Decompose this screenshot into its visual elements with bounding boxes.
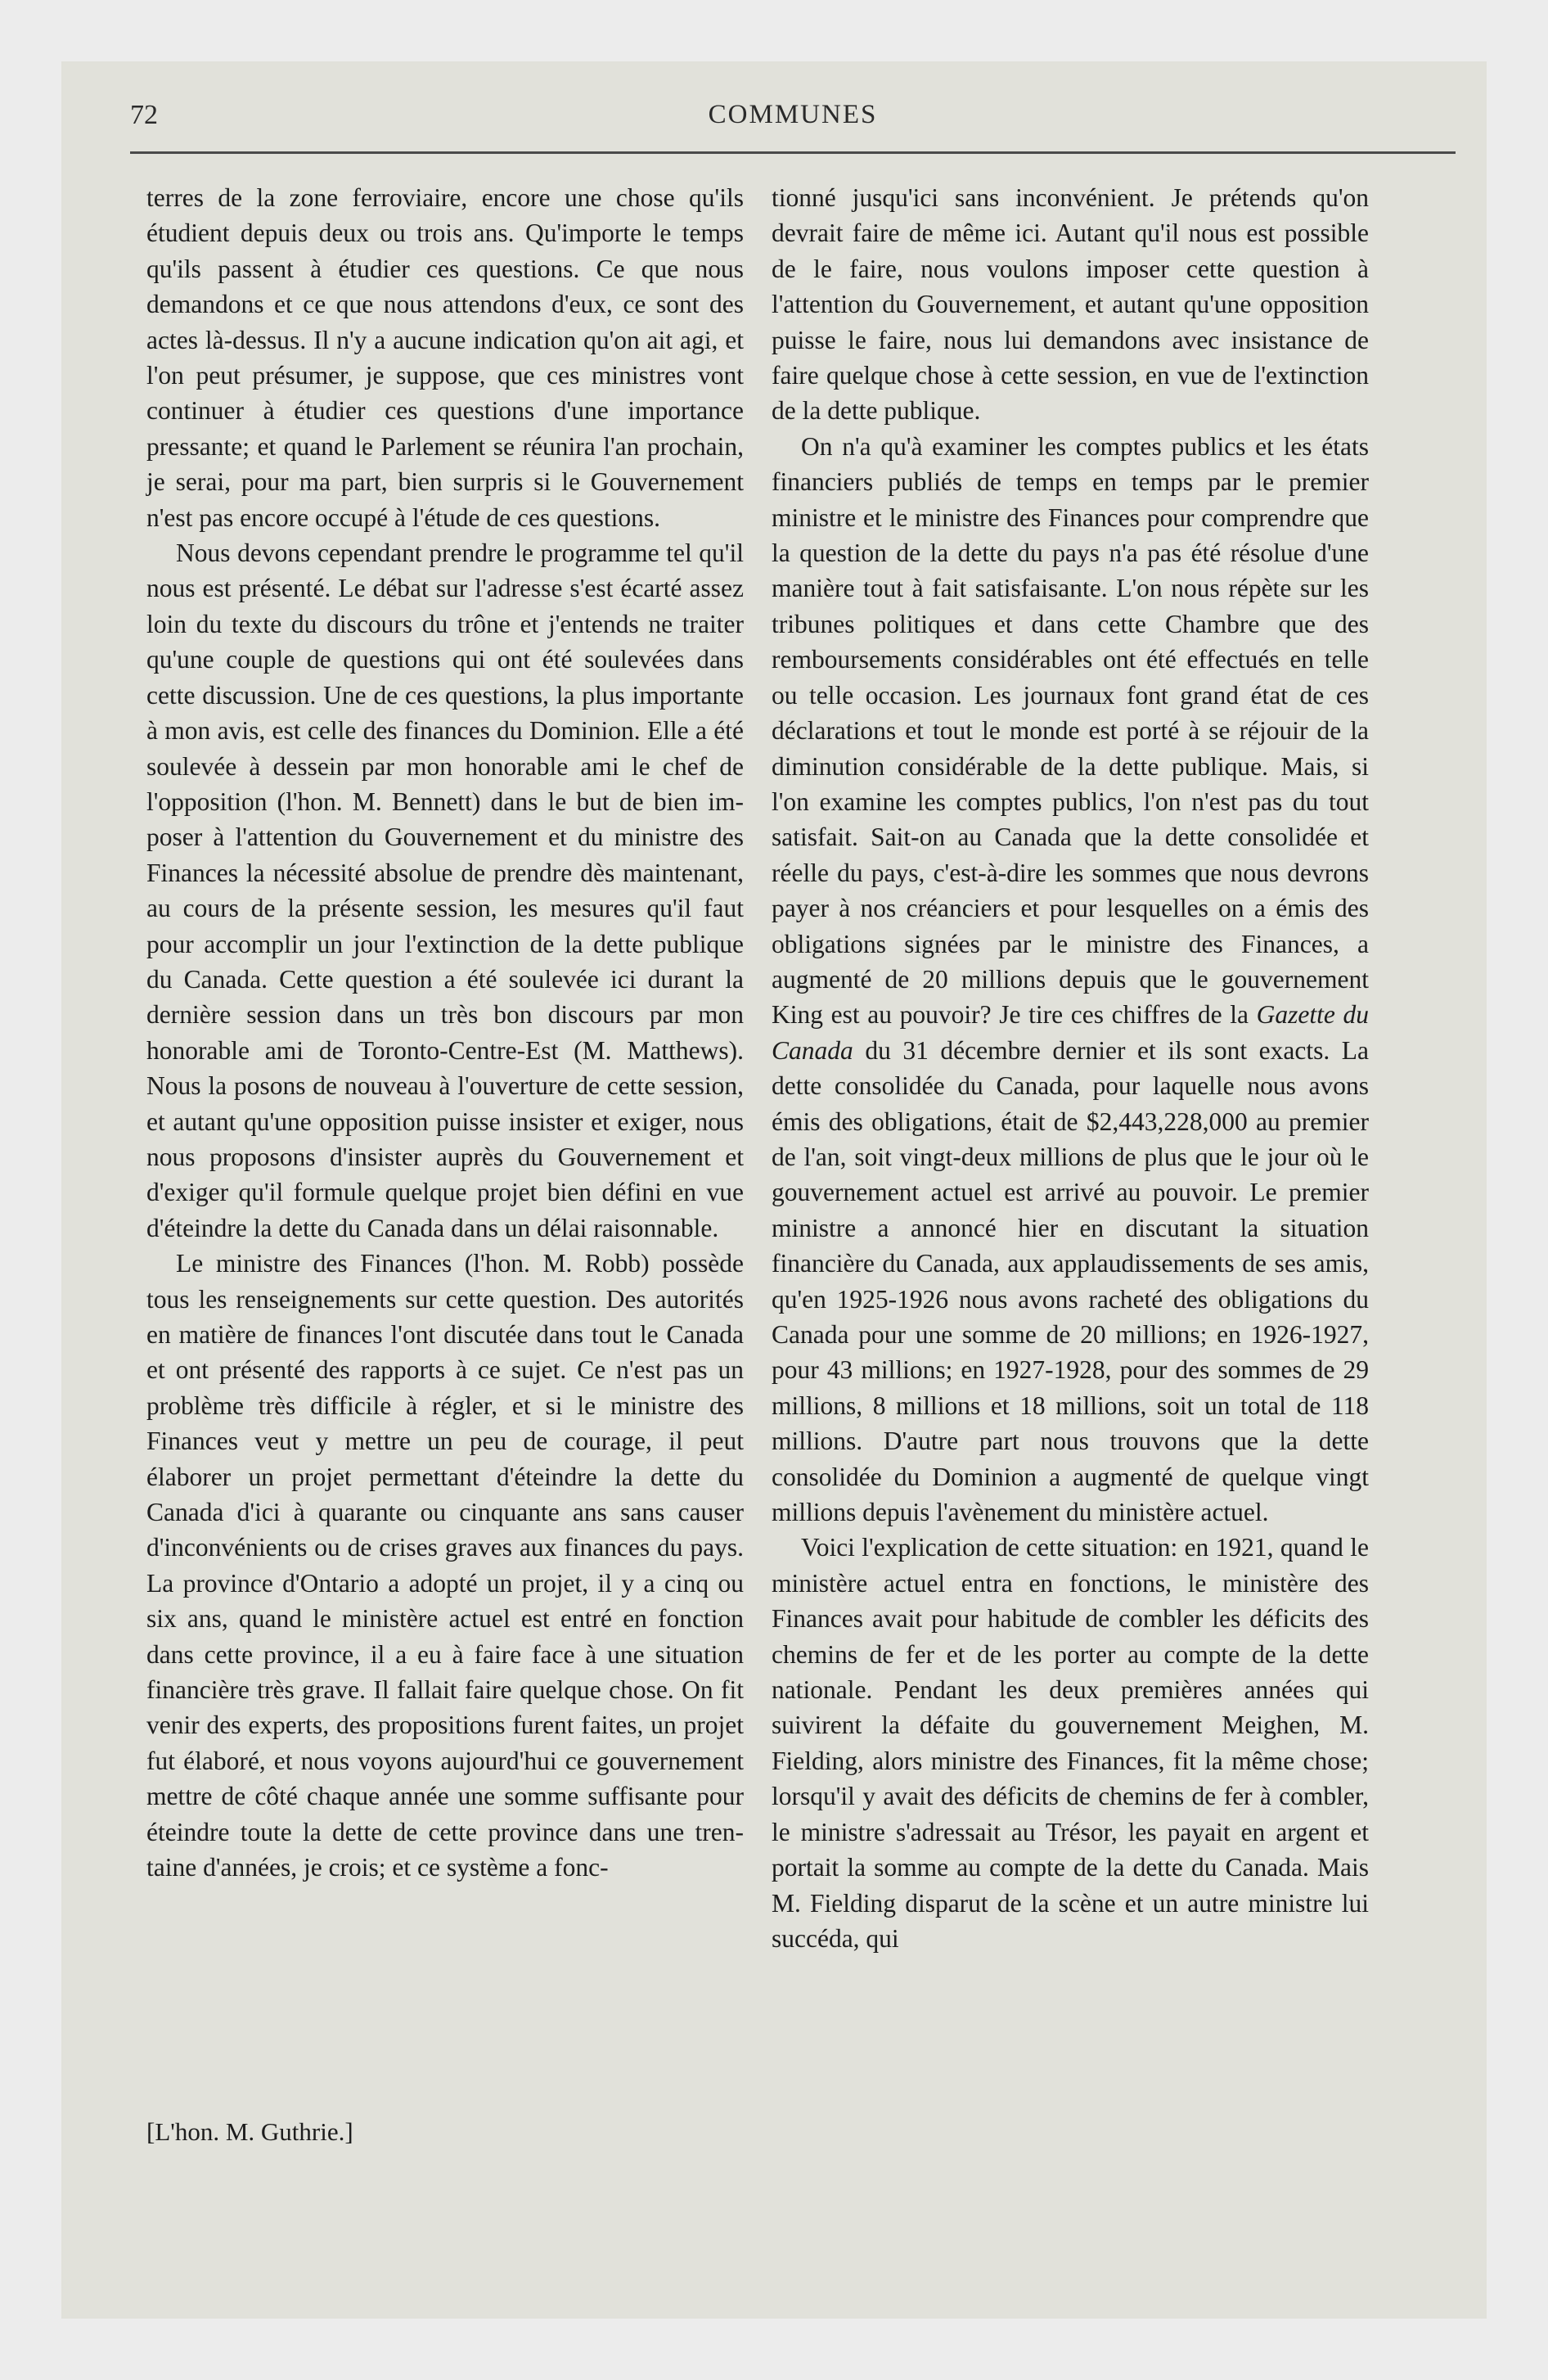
speaker-note: [L'hon. M. Guthrie.] — [146, 2117, 353, 2146]
page-header — [130, 90, 1456, 139]
left-paragraph-2: Nous devons cependant prendre le programme tel qu'il nous est présenté. Le débat sur l'adresse s'est écarté assez loin du texte du discours du trône et j'entends ne traiter qu'une couple de questions qui ont été soulevées dans cette discussion. Une de ces questions, la plus importante à mon avis, est celle des finances du Dominion. Elle a été soulevée à dessein par mon honorable ami le chef de l'opposition (l'hon. M. Bennett) dans le but de bien imposer à l'attention du Gouvernement et du ministre des Finances la nécessité absolue de prendre dès maintenant, au cours de la présente session, les mesures qu'il faut pour accomplir un jour l'extinction de la dette publique du Canada. Cette question a été soulevée ici durant la dernière session dans un très bon discours par mon honorable ami de Toronto-Centre-Est (M. Matthews). Nous la posons de nouveau à l'ouverture de cette session, et autant qu'une opposition puisse insister et exiger, nous nous proposons d'insister auprès du Gouvernement et d'exiger qu'il formule quelque projet bien défini en vue d'éteindre la dette du Canada dans un délai raisonnable. — [146, 539, 744, 1242]
right-paragraph-2-tail: du 31 décembre dernier et ils sont exacts. La dette consolidée du Canada, pour laquelle nous avons émis des obligations, était de $2,443,228,000 au premier de l'an, soit vingt-deux millions de plus que le jour où le gouvernement actuel est arrivé au pouvoir. Le premier ministre a annoncé hier en discutant la situation financière du Canada, aux applaudissements de ses amis, qu'en 1925-1926 nous avons racheté des obligations du Canada pour une somme de 20 millions; en 1926-1927, pour 43 millions; en 1927-1928, pour des sommes de 29 millions, 8 millions et 18 millions, soit un total de 118 millions. D'autre part nous trouvons que la dette consolidée du Dominion a augmenté de quelque vingt millions depuis l'avènement du ministère actuel. — [772, 1035, 1370, 1527]
right-paragraph-3: Voici l'explication de cette situation: en 1921, quand le ministère actuel entra en fonctions, le ministère des Finances avait pour habitude de combler les déficits des chemins de fer et de les porter au compte de la dette nationale. Pendant les deux premières années qui suivirent la défaite du gouvernement Meighen, M. Fielding, alors ministre des Finances, fit la même chose; lorsqu'il y avait des déficits de chemins de fer à combler, le ministre s'adressait au Trésor, les payait en argent et portait la somme au compte de la dette du Canada. Mais M. Fielding disparut de la scène et un autre ministre lui succéda, qui — [772, 1533, 1369, 1953]
left-column — [146, 180, 744, 1886]
page-number: 72 — [130, 100, 158, 130]
gazette-title: Gazette du Canada — [772, 1000, 1369, 1065]
scanned-page — [61, 61, 1487, 2319]
right-paragraph-1: tionné jusqu'ici sans inconvénient. Je prétends qu'on devrait faire de même ici. Autant qu'il nous est possible de le faire, nous voulons imposer cette question à l'attention du Gouvernement, et autant qu'une opposition puisse le faire, nous lui demandons avec insistance de faire quelque chose à cette session, en vue de l'extinction de la dette publique. — [772, 183, 1369, 426]
left-paragraph-3: Le ministre des Finances (l'hon. M. Robb) possède tous les renseignements sur cette question. Des autorités en matière de finances l'ont discutée dans tout le Canada et ont présenté des rapports à ce sujet. Ce n'est pas un problème très difficile à régler, et si le ministre des Finances veut y mettre un peu de courage, il peut élaborer un projet permettant d'éteindre la dette du Canada d'ici à quarante ou cinquante ans sans causer d'inconvénients ou de crises graves aux finances du pays. La province d'Ontario a adopté un projet, il y a cinq ou six ans, quand le ministère actuel est entré en fonction dans cette province, il a eu à faire face à une situation financière très grave. Il fallait faire quelque chose. On fit venir des experts, des propositions furent faites, un projet fut élaboré, et nous voyons aujourd'hui ce gouvernement mettre de côté chaque année une somme suffisante pour éteindre toute la dette de cette province dans une trentaine d'années, je crois; et ce système a fonc- — [146, 1249, 744, 1882]
header-rule — [130, 151, 1456, 154]
running-title: COMMUNES — [708, 100, 878, 129]
left-paragraph-1: terres de la zone ferroviaire, encore une chose qu'ils étudient depuis deux ou trois ans. Qu'importe le temps qu'ils passent à étudier ces questions. Ce que nous demandons et ce que nous attendons d'eux, ce sont des actes là-dessus. Il n'y a aucune indication qu'on ait agi, et l'on peut présumer, je suppose, que ces ministres vont continuer à étudier ces questions d'une importance pressante; et quand le Parlement se réunira l'an prochain, je serai, pour ma part, bien surpris si le Gouvernement n'est pas encore occupé à l'étude de ces questions. — [146, 183, 744, 532]
right-paragraph-2 — [772, 429, 1369, 1530]
right-paragraph-2-text: On n'a qu'à examiner les comptes publics et les états financiers publiés de temps en temps par le premier ministre et le ministre des Finances pour comprendre que la question de la dette du pays n'a pas été résolue d'une manière tout à fait satisfaisante. L'on nous répète sur les tribunes politiques et dans cette Chambre que des remboursements considérables ont été effectués en telle ou telle occasion. Les journaux font grand état de ces déclarations et tout le monde est porté à se réjouir de la diminution considérable de la dette publique. Mais, si l'on examine les comptes publics, l'on n'est pas du tout satisfait. Sait-on au Canada que la dette consolidée et réelle du pays, c'est-à-dire les sommes que nous devrons payer à nos créanciers et pour lesquelles on a émis des obligations signées par le ministre des Finances, a augmenté de 20 millions depuis que le gouvernement King est au pouvoir? Je tire ces chiffres de la — [772, 431, 1369, 1030]
right-column — [772, 180, 1369, 1956]
